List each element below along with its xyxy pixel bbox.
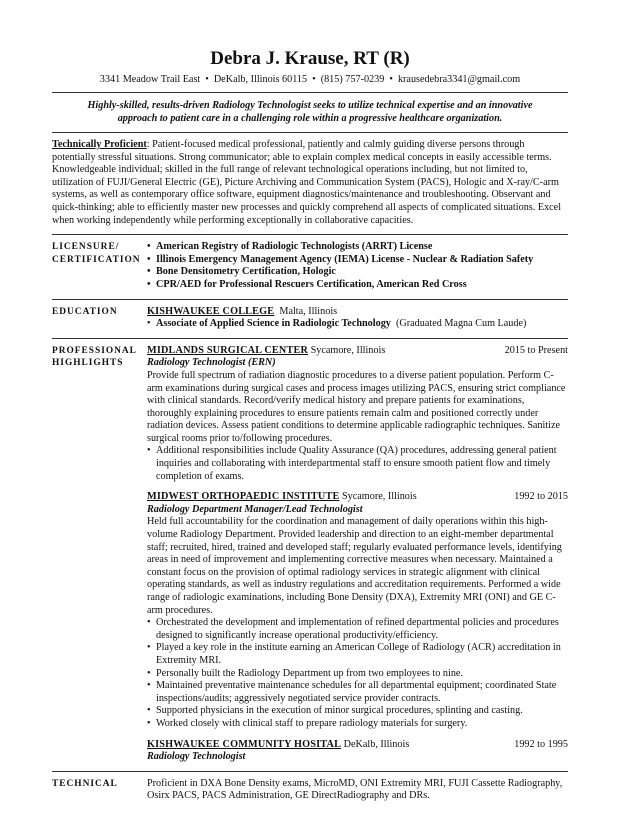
job-entry	[147, 345, 568, 484]
technical-text: Proficient in DXA Bone Density exams, MicroMD, ONI Extremity MRI, FUJI Cassette Radiography, Osirx PACS, PACS Administration, GE DirectRadiography and DRs.	[147, 777, 563, 802]
job-title: Radiology Department Manager/Lead Technologist	[147, 503, 363, 515]
label-line: LICENSURE/	[52, 242, 120, 253]
section-label: EDUCATION	[52, 306, 118, 317]
list-item: • Maintained preventative maintenance schedules for all departmental equipment; coordinated State inspections/audits; aggressively negotiated service provider contracts.	[147, 680, 568, 705]
list-item: • Illinois Emergency Management Agency (IEMA) License - Nuclear & Radiation Safety	[147, 254, 568, 267]
education-body	[147, 306, 568, 331]
contact-line	[52, 73, 568, 86]
job-header	[147, 491, 568, 504]
label-line: CERTIFICATION	[52, 254, 141, 265]
job-entry	[147, 491, 568, 730]
summary-lead: Technically Proficient	[52, 139, 147, 150]
employer-location: DeKalb, Illinois	[343, 738, 410, 750]
summary-text: : Patient-focused medical professional, patiently and calmly guiding diverse persons through potentially stressful situations. Strong communicator; able to explain complex medical concepts in easily accessible terms. Knowledgeable individual; skilled in the full range of relevant technological operations including, but not limited to, utilization of FUJI/General Electric (GE), Picture Archiving and Communication System (PACS), Hologic and X-ray/C-arm systems, as well as contemporary office software, equipment diagnostics/maintenance and troubleshooting. Observant and quick-thinking; able to efficiently master new processes and quickly comprehend all aspects of complicated situations. Excel when working independently while performing exceptionally in collaborative capacities.	[52, 139, 562, 226]
job-org-line	[147, 491, 417, 504]
list-item: • Orchestrated the development and implementation of refined departmental policies and procedures designed to significantly increase operational productivity/efficiency.	[147, 617, 568, 642]
list-item: • Personally built the Radiology Department up from two employees to nine.	[147, 668, 568, 681]
email: krausedebra3341@gmail.com	[397, 74, 521, 85]
experience-body	[147, 345, 568, 764]
list-item: • Played a key role in the institute earning an American College of Radiology (ACR) accreditation in Extremity MRI.	[147, 642, 568, 667]
job-dates: 1992 to 1995	[514, 738, 568, 750]
employer-location: Sycamore, Illinois	[342, 491, 417, 503]
education-list	[147, 318, 568, 331]
licensure-list	[147, 241, 568, 291]
list-item: • American Registry of Radiologic Technologists (ARRT) License	[147, 241, 568, 254]
experience-section	[52, 338, 568, 764]
degree: Associate of Applied Science in Radiologic Technology	[156, 318, 391, 330]
honors: (Graduated Magna Cum Laude)	[396, 318, 527, 330]
job-entry	[147, 739, 568, 764]
job-dates: 1992 to 2015	[514, 491, 568, 503]
employer-name: MIDWEST ORTHOPAEDIC INSTITUTE	[147, 491, 340, 503]
employer-location: Sycamore, Illinois	[310, 344, 386, 356]
separator: •	[389, 74, 393, 85]
job-org-line	[147, 345, 385, 358]
section-label: TECHNICAL	[52, 778, 118, 789]
list-item: • Worked closely with clinical staff to prepare radiology materials for surgery.	[147, 718, 568, 731]
objective-statement	[52, 99, 568, 125]
job-dates: 2015 to Present	[504, 344, 568, 356]
objective-divider	[52, 132, 568, 133]
list-item: • CPR/AED for Professional Rescuers Certification, American Red Cross	[147, 279, 568, 292]
licensure-list-container	[147, 241, 568, 291]
education-school-line	[147, 306, 568, 319]
address: 3341 Meadow Trail East	[99, 74, 201, 85]
job-title: Radiology Technologist (ERN)	[147, 357, 276, 369]
list-item: • Bone Densitometry Certification, Hologic	[147, 266, 568, 279]
list-item: • Supported physicians in the execution of minor surgical procedures, splinting and casting.	[147, 705, 568, 718]
separator: •	[312, 74, 316, 85]
summary-paragraph	[52, 139, 568, 227]
job-header	[147, 739, 568, 752]
section-label	[52, 241, 147, 291]
spacer	[147, 731, 568, 739]
label-line: PROFESSIONAL	[52, 345, 137, 356]
job-header	[147, 345, 568, 358]
job-title: Radiology Technologist	[147, 751, 246, 763]
job-org-line	[147, 739, 409, 752]
employer-name: MIDLANDS SURGICAL CENTER	[147, 344, 309, 356]
separator: •	[205, 74, 209, 85]
education-section	[52, 299, 568, 331]
header-divider	[52, 92, 568, 93]
job-bullets	[147, 445, 568, 483]
section-label	[52, 345, 147, 764]
list-item: • Additional responsibilities include Quality Assurance (QA) procedures, addressing general patient inquiries and collaborating with interdepartmental staff to ensure smooth patient flow and timely completion of exams.	[147, 445, 568, 483]
objective-line-1: Highly-skilled, results-driven Radiology Technologist seeks to utilize technical expertise and an innovative	[87, 100, 533, 111]
candidate-name: Debra J. Krause, RT (R)	[210, 48, 410, 69]
spacer	[147, 483, 568, 491]
phone: (815) 757-0239	[320, 74, 385, 85]
licensure-section	[52, 234, 568, 291]
job-description: Held full accountability for the coordination and management of daily operations within this high-volume Radiology Department. Provided leadership and direction to an eight-member departmental staff; recruited, hired, trained and developed staff; regularly evaluated performance levels, identifying areas in need of improvement and implementing corrective measures when necessary. Maintained a constant focus on the provision of optimal radiology services in strategic alignment with clinical operating standards, as well as industry regulations and accreditation requirements. Performed a wide range of radiologic examinations, including Bone Density (DXA), Extremity MRI (ONI) and GE C-arm procedures.	[147, 516, 562, 616]
school-location: Malta, Illinois	[279, 305, 338, 317]
label-line: HIGHLIGHTS	[52, 358, 124, 369]
job-description: Provide full spectrum of radiation diagnostic procedures to a diverse patient population. Perform C-arm examinations during surgical cases and process images utilizing PACS, ensuring strict compliance with clinical standards. Record/verify medical history and prepare patients for examinations, thoroughly explaining procedures to ensure patients remain calm and positioned correctly under radiation devices. Assess patient conditions to determine applicable radiographic techniques. Sanitize surgical rooms prior to/following procedures.	[147, 369, 566, 444]
employer-name: KISHWAUKEE COMMUNITY HOSITAL	[147, 738, 342, 750]
city: DeKalb, Illinois 60115	[213, 74, 308, 85]
objective-line-2: approach to patient care in a challenging role within a progressive healthcare organization.	[117, 113, 503, 124]
list-item	[147, 318, 568, 331]
job-bullets	[147, 617, 568, 730]
school-name: KISHWAUKEE COLLEGE	[147, 305, 275, 317]
technical-section	[52, 771, 568, 803]
